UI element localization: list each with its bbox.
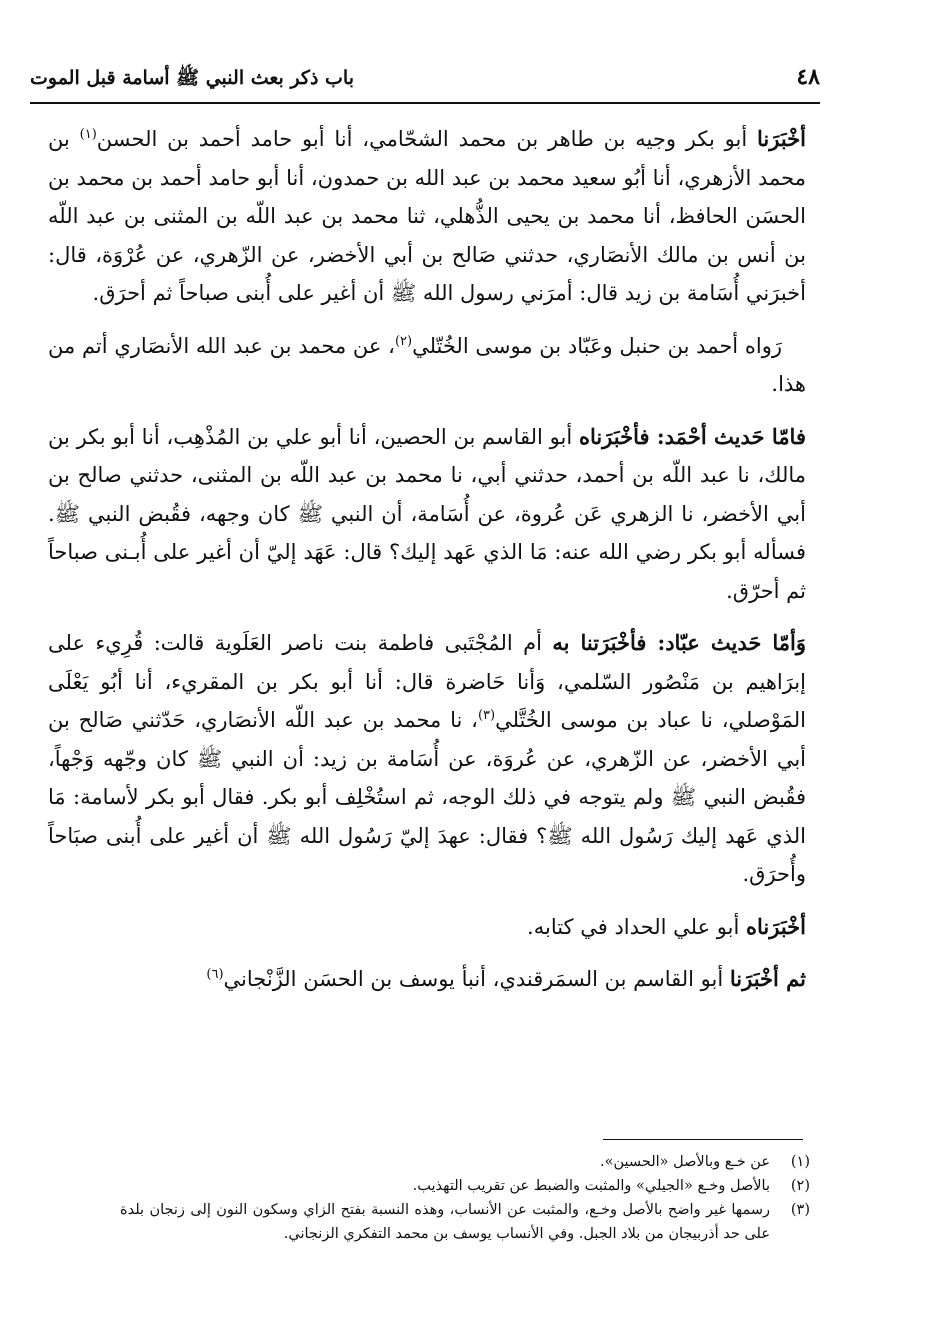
footnote-text: عن خـع وبالأصل «الحسين». <box>600 1154 770 1170</box>
paragraph-lead: أخْبَرَنا <box>757 126 806 151</box>
main-text <box>48 120 806 999</box>
footnote-ref-6: (٦) <box>206 967 224 982</box>
footnote-ref-1: (١) <box>79 127 97 142</box>
paragraph-2 <box>48 327 806 404</box>
footnote-2 <box>120 1174 810 1198</box>
footnote-text: بالأصل وخـع «الجيلي» والمثبت والضبط عن تقريب التهذيب. <box>412 1178 770 1194</box>
footnote-3 <box>120 1198 810 1246</box>
paragraph-5 <box>48 908 806 947</box>
paragraph-text: أبو القاسم بن الحصين، أنا أبو علي بن المُذْهِب، أنا أبو بكر بن مالك، نا عبد اللّه بن أحمد، حدثني أبي، نا محمد بن عبد اللّه بن المثنى، حدثني صالح بن أبي الأخضر، نا الزهري عَن عُروة، عن أُسَامة، أن النبي ﷺ كان وجهه، فقُبض النبي ﷺ. فسأله أبو بكر رضي الله عنه: مَا الذي عَهد إليك؟ قال: عَهَد إليّ أن أغير على أُبـنى صباحاً ثم أحرّق. <box>48 424 806 603</box>
paragraph-text: أبو علي الحداد في كتابه. <box>527 914 746 939</box>
page-header <box>30 62 820 104</box>
paragraph-3 <box>48 418 806 611</box>
footnote-1 <box>120 1150 810 1174</box>
paragraph-text-cont: ، نا محمد بن عبد اللّه الأنصَاري، حَدّثني صَالح بن أبي الأخضر، عن الزّهري، عن عُروَة، عن أُسَامة بن زيد: أن النبي ﷺ كان وجّهه وَجْهاً، فقُبض النبي ﷺ ولم يتوجه في ذلك الوجه، ثم استُخْلِف أبو بكر. فقال أبو بكر لأسامة: مَا الذي عَهد إليك رَسُول الله ﷺ؟ فقال: عهدَ إليّ رَسُول الله ﷺ أن أغير على أُبنى صبَاحاً وأُحرَق. <box>48 708 806 886</box>
footnotes <box>120 1150 810 1246</box>
footnote-ref-3: (٣) <box>477 708 496 723</box>
paragraph-text-cont: بن محمد الأزهري، أنا أبُو سعيد محمد بن عبد الله بن حمدون، أنا أبو حامد أحمد بن محمد بن الحسَن الحافظ، أنا محمد بن يحيى الذُّهلي، ثنا محمد بن عبد اللّه بن المثنى بن عبد اللّه بن أنس بن مالك الأنصَاري، حدثني صَالح بن أبي الأخضر، عن الزّهري، عن عُرْوَة، قال: أخبرَني أُسَامة بن زيد قال: أمرَني رسول الله ﷺ أن أغير على أُبنى صباحاً ثم أحرَق. <box>48 127 806 305</box>
paragraph-lead: فامّا حَديث أحْمَد: فأخْبَرَناه <box>578 423 806 449</box>
paragraph-text: أم المُجْتَبى فاطمة بنت ناصر العَلَوية قالت: قُرِيء على إبرَاهيم بن مَنْصُور السّلمي، وَأنا حَاضرة قال: أنا أبو بكر بن المقريء، أنا أبُو يَعْلَى المَوْصلي، نا عباد بن موسى الخُتَّلي <box>48 631 806 732</box>
footnote-number: (٣) <box>790 1202 810 1218</box>
footnote-number: (١) <box>790 1154 810 1170</box>
page-number: ٤٨ <box>796 64 820 90</box>
paragraph-lead: وَأمّا حَديث عبّاد: فأخْبَرَتنا به <box>552 630 806 655</box>
footnote-number: (٢) <box>790 1178 810 1194</box>
footnote-text: رسمها غير واضح بالأصل وخـع، والمثبت عن الأنساب، وهذه النسبة بفتح الزاي وسكون النون إلى زنجان بلدة على حد أذربيجان من بلاد الجبل. وفي الأنساب يوسف بن محمد التفكري الزنجاني. <box>120 1202 770 1242</box>
paragraph-text-cont: ، عن محمد بن عبد الله الأنصَاري أتم من هذا. <box>48 333 806 396</box>
paragraph-text: أبو القاسم بن السمَرقندي، أنبأ يوسف بن الحسَن الزَّنْجاني <box>223 967 730 991</box>
paragraph-4 <box>48 624 806 894</box>
paragraph-text: أبو بكر وجيه بن طاهر بن محمد الشحّامي، أنا أبو حامد أحمد بن الحسن <box>96 127 757 151</box>
paragraph-6 <box>48 960 806 999</box>
paragraph-1 <box>48 120 806 313</box>
paragraph-text: رَواه أحمد بن حنبل وعَبّاد بن موسى الخُتّلي <box>412 333 782 358</box>
footnote-divider <box>603 1139 803 1140</box>
paragraph-lead: ثم أخْبَرَنا <box>729 966 806 991</box>
running-title: باب ذكر بعث النبي ﷺ أسامة قبل الموت <box>30 67 355 89</box>
footnote-ref-2: (٢) <box>394 333 413 349</box>
paragraph-lead: أخْبَرَناه <box>746 913 806 939</box>
